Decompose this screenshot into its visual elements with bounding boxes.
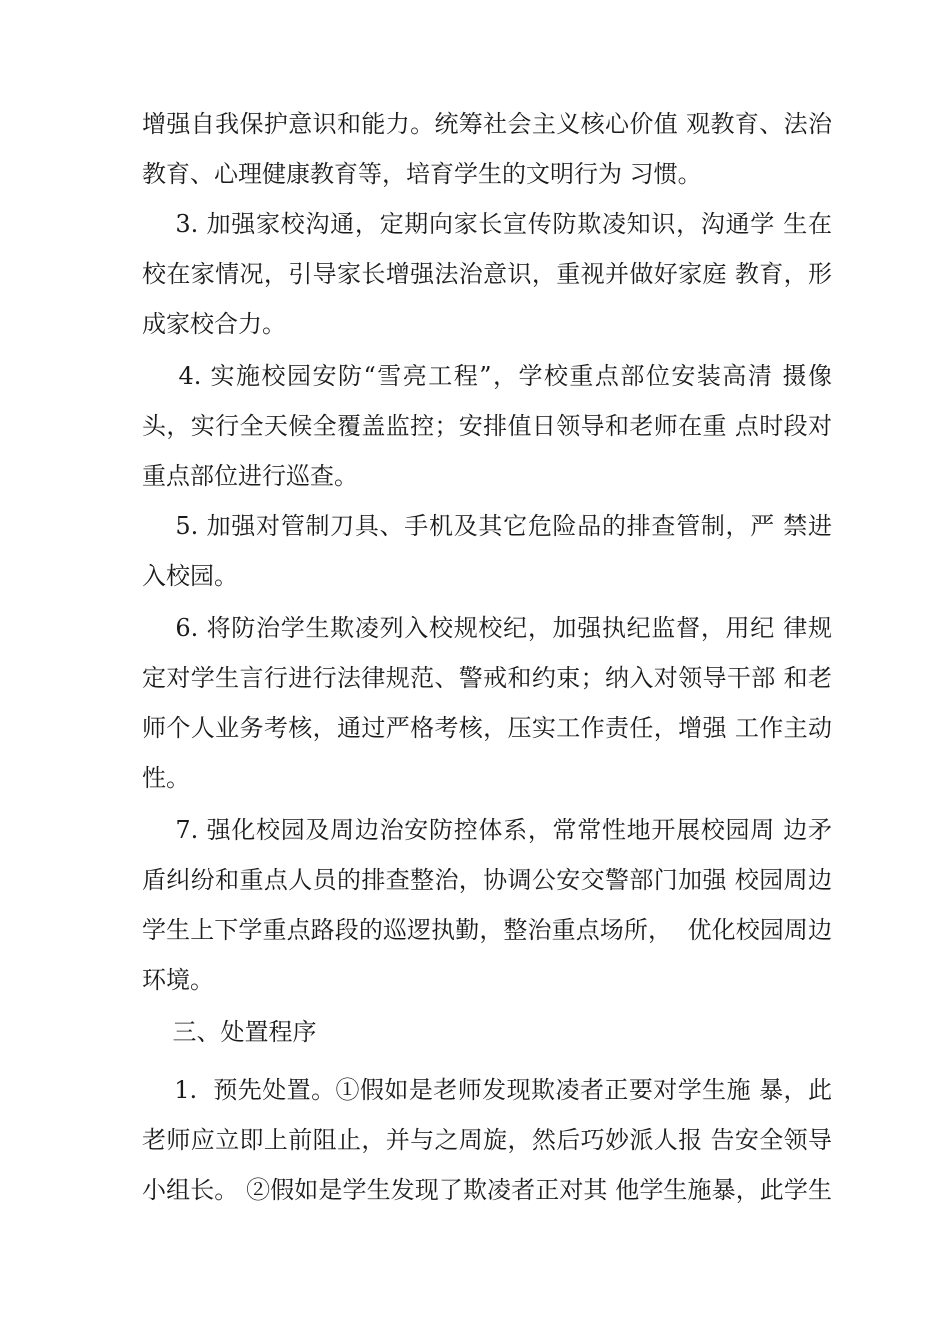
text-line-3: 3. 加强家校沟通，定期向家长宣传防欺凌知识，沟通学 生在 [142, 210, 832, 238]
text-line-13: 师个人业务考核，通过严格考核，压实工作责任，增强 工作主动 [142, 714, 832, 742]
section-heading: 三、处置程序 [142, 1018, 317, 1046]
text-line-6: 4. 实施校园安防“雪亮工程”，学校重点部位安装高清 摄像 [142, 362, 832, 390]
text-line-22: 小组长。 ②假如是学生发现了欺凌者正对其 他学生施暴，此学生 [142, 1176, 832, 1204]
text-line-14: 性。 [142, 764, 190, 792]
text-line-20: 1. 预先处置。①假如是老师发现欺凌者正要对学生施 暴，此 [142, 1076, 832, 1104]
text-line-10: 入校园。 [142, 562, 238, 590]
text-line-17: 学生上下学重点路段的巡逻执勤，整治重点场所， 优化校园周边 [142, 916, 832, 944]
text-line-8: 重点部位进行巡查。 [142, 462, 358, 490]
text-line-18: 环境。 [142, 966, 214, 994]
text-line-2: 教育、心理健康教育等，培育学生的文明行为 习惯。 [142, 160, 702, 188]
text-line-15: 7. 强化校园及周边治安防控体系，常常性地开展校园周 边矛 [142, 816, 832, 844]
text-line-16: 盾纠纷和重点人员的排查整治，协调公安交警部门加强 校园周边 [142, 866, 832, 894]
text-line-11: 6. 将防治学生欺凌列入校规校纪，加强执纪监督，用纪 律规 [142, 614, 832, 642]
text-line-5: 成家校合力。 [142, 310, 286, 338]
text-line-4: 校在家情况，引导家长增强法治意识，重视并做好家庭 教育，形 [142, 260, 832, 288]
text-line-1: 增强自我保护意识和能力。统筹社会主义核心价值 观教育、法治 [142, 110, 832, 138]
text-line-12: 定对学生言行进行法律规范、警戒和约束；纳入对领导干部 和老 [142, 664, 832, 692]
text-line-9: 5. 加强对管制刀具、手机及其它危险品的排查管制，严 禁进 [142, 512, 832, 540]
text-line-21: 老师应立即上前阻止，并与之周旋，然后巧妙派人报 告安全领导 [142, 1126, 832, 1154]
text-line-7: 头，实行全天候全覆盖监控；安排值日领导和老师在重 点时段对 [142, 412, 832, 440]
